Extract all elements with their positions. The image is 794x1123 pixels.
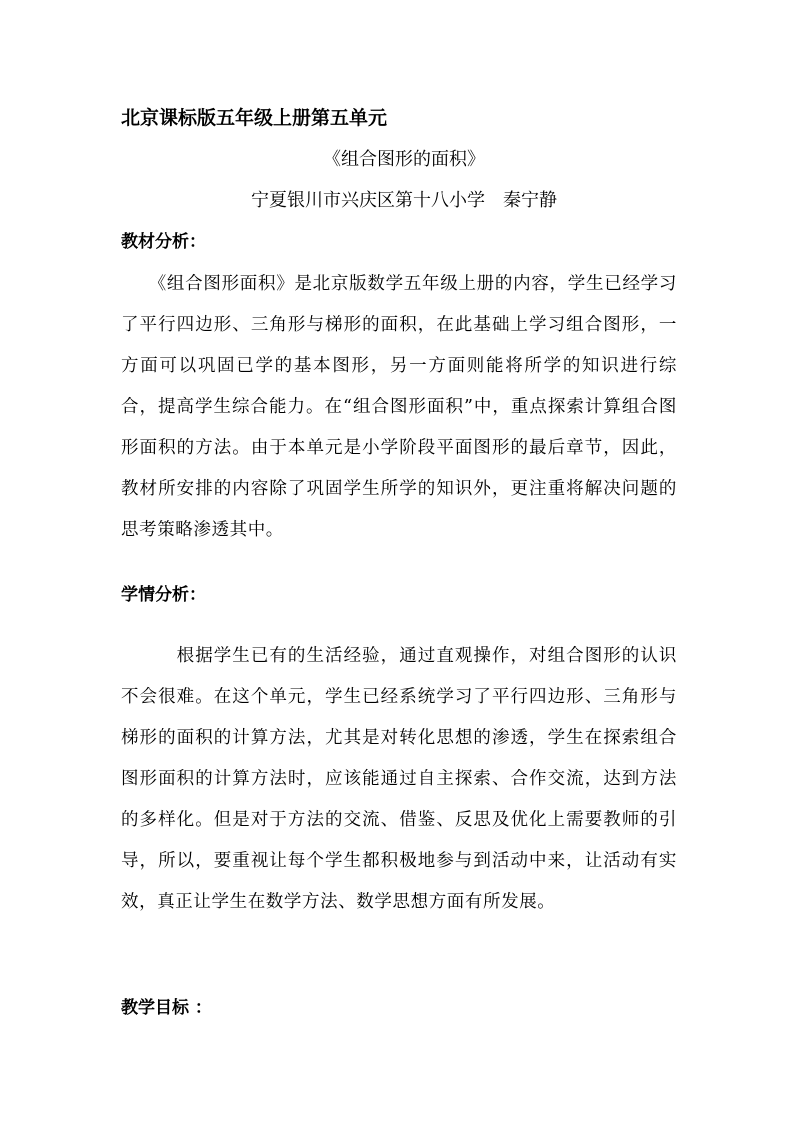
paragraph-student-analysis: 根据学生已有的生活经验，通过直观操作，对组合图形的认识不会很难。在这个单元，学生已经系统学习了平行四边形、三角形与梯形的面积的计算方法，尤其是对转化思想的渗透，学生在探索组合图形面积的计算方法时，应该能通过自主探索、合作交流，达到方法的多样化。但是对于方法的交流、借鉴、反思及优化上需要教师的引导，所以，要重视让每个学生都积极地参与到活动中来，让活动有实效，真正让学生在数学方法、数学思想方面有所发展。 [121,646,677,912]
unit-title: 北京课标版五年级上册第五单元 [121,107,388,129]
lesson-title: 《组合图形的面积》 [323,149,485,170]
author-name: 秦宁静 [503,190,557,211]
section-heading-textbook-analysis: 教材分析： [121,232,206,252]
paragraph-textbook-analysis: 《组合图形面积》是北京版数学五年级上册的内容，学生已经学习了平行四边形、三角形与梯形的面积，在此基础上学习组合图形，一方面可以巩固已学的基本图形，另一方面则能将所学的知识进行综合，提高学生综合能力。在“组合图形面积”中，重点探索计算组合图形面积的方法。由于本单元是小学阶段平面图形的最后章节，因此，教材所安排的内容除了巩固学生所学的知识外，更注重将解决问题的思考策略渗透其中。 [121,274,677,540]
section-body-student-analysis [121,636,677,923]
section-body-textbook-analysis [121,264,677,551]
section-heading-teaching-goals: 教学目标 ： [121,998,212,1018]
section-heading-student-analysis: 学情分析： [121,585,206,605]
author-school: 宁夏银川市兴庆区第十八小学 [251,190,485,211]
author-line [0,188,794,214]
